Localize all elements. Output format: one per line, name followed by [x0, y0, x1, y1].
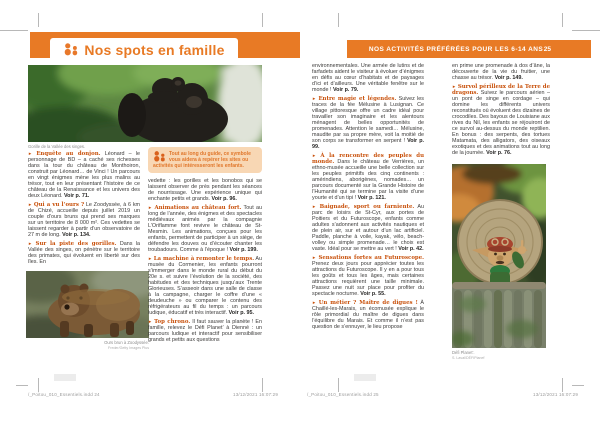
- right-banner: [347, 40, 591, 58]
- section-title: Animations au château fort.: [154, 205, 242, 211]
- guide-section: [28, 241, 140, 265]
- guide-section: [148, 319, 262, 343]
- crop-mark: [38, 378, 39, 392]
- guide-section: [452, 84, 550, 156]
- footer-timestamp: 13/12/2021 16:07:29: [233, 392, 279, 397]
- section-body: Suivez les traces de la fée Mélusine à Lusignan. Ce village pittoresque offre un cadre idéal pour travailler son imaginaire et les alentours ménagent de belles opportunités de promenades. Attention le samedi… Mélusine, maudite par sa propre mère, voit la moitié de son corps se transformer en serpent !: [312, 96, 424, 144]
- crop-mark: [572, 385, 584, 386]
- section-title: Top chrono.: [154, 319, 191, 325]
- page-ref: Voir p. 121.: [357, 195, 386, 201]
- running-header: NOS ACTIVITÉS PRÉFÉRÉES POUR LES 6-14 ANS: [368, 45, 544, 53]
- crop-mark: [16, 385, 28, 386]
- color-bar: [354, 374, 376, 381]
- page-ref: Voir p. 134.: [62, 232, 91, 238]
- family-icon: [63, 43, 79, 56]
- page-ref: Voir p. 149.: [494, 75, 523, 81]
- gorilla-photo: [28, 65, 262, 142]
- section-body: Tout au long de l’année, des énigmes et des spectacles médiévaux animés par la compagnie L’Oriflamme font revivre le château de St-Mesmin. Les animations, conçues pour les enfants, permettent de participer à un siège, de défendre les douves ou d’écouter chanter les troubadours. Comme à l’époque !: [148, 205, 262, 253]
- bullet-icon: ►: [148, 319, 153, 324]
- left-banner-titlebox: [50, 38, 238, 61]
- section-title: Entre magie et légendes.: [318, 96, 397, 102]
- page-ref: Voir p. 95.: [228, 310, 254, 316]
- color-bar: [54, 374, 76, 381]
- guide-section: [312, 204, 424, 252]
- guide-section: [28, 151, 140, 199]
- page-ref: Voir p. 76.: [486, 150, 512, 156]
- section-title: Survol périlleux de la Terre de dragons.: [452, 84, 550, 96]
- bullet-icon: ►: [148, 205, 153, 210]
- bear-photo-credit: Freder/Getty Images Plus: [108, 346, 149, 350]
- page-ref: Voir p. 96.: [211, 196, 237, 202]
- footer-filename: /_Poitou_010_Essentiels.indd 25: [307, 392, 379, 397]
- crop-mark: [262, 13, 263, 27]
- crop-mark: [0, 30, 28, 31]
- bullet-icon: ►: [148, 256, 153, 261]
- page-ref: Voir p. 42.: [398, 246, 424, 252]
- bear-caption-text: Ours brun à Zoodyssée.: [104, 340, 149, 345]
- guide-section: [148, 205, 262, 253]
- crop-mark: [262, 378, 263, 392]
- section-body: en prime une promenade à dos d’âne, la découverte de la vie du fruitier, une chasse au trésor.: [452, 63, 550, 81]
- page-ref: Voir p. 79.: [332, 87, 359, 93]
- crop-mark: [338, 13, 339, 27]
- section-body: Dans le château de Verrières, un ethno-musée accueille une belle collection sur les peuples primitifs des cinq continents : amérindiens, aborigènes, nomades… un parcours documenté sur la Grande Histoire de l’Humanité qui se termine par la visite d’une yourte et d’un tipi !: [312, 159, 425, 201]
- defi-caption-text: Défi Planet’.: [452, 350, 475, 355]
- guide-section-continuation: [148, 178, 262, 202]
- section-title: Baignade, sport ou farniente.: [319, 204, 415, 210]
- section-title: Qui a vu l’ours ?: [33, 202, 85, 208]
- section-body: vedette : les gorilles et les bonobos qui se laissent observer de près pendant les séances de nourrissage. Une expérience unique qui enchante petits et grands.: [148, 178, 262, 202]
- guide-section-continuation: [312, 63, 424, 93]
- section-title: Un métier ? Maître de digues !: [318, 300, 418, 306]
- guide-section: [312, 255, 424, 297]
- page-number: 25: [543, 46, 551, 53]
- page-ref: Voir p. 199.: [229, 247, 258, 253]
- crop-mark: [562, 13, 563, 27]
- crop-mark: [38, 13, 39, 27]
- section-body: Dans la Vallée des singes, on pénètre sur le territoire des primates, qui évoluent en liberté sur des îles. En: [28, 241, 141, 265]
- bullet-icon: ►: [452, 84, 457, 89]
- section-title: Enquête au donjon.: [36, 151, 101, 157]
- family-icon: [153, 151, 166, 162]
- section-body: Il faut sauver la planète ! En famille, relevez le Défi Planet’ à Dienné : un parcours ludique et interactif pour sensibiliser grands et petits aux questions: [148, 319, 263, 343]
- guide-section: [148, 256, 262, 316]
- section-body: Au parc de loisirs de St-Cyr, aux portes de Poitiers et du Futuroscope, enfants comme adultes s’adonnent aux activités nautiques et de plein air, sur et autour d’un lac artificiel. Paddle, planche à voile, kayak, vélo, beach-volley ou simple promenade… le choix est vaste. Idéal pour se mettre au vert !: [312, 204, 425, 252]
- section-title: À la rencontre des peuples du monde.: [312, 153, 424, 165]
- defi-planet-photo: [452, 164, 546, 348]
- guide-section: [312, 96, 424, 150]
- bullet-icon: ►: [312, 153, 317, 158]
- crop-mark: [572, 30, 600, 31]
- bear-caption: [28, 340, 149, 351]
- section-body: environnementales. Une armée de lutins et de farfadets aident le visiteur à évoluer d’énigmes en défis au cœur d’habitats et de paysages d’ici et d’ailleurs. Une véritable fenêtre sur le monde !: [312, 63, 424, 93]
- bullet-icon: ►: [28, 202, 33, 207]
- callout-text: Tout au long du guide, ce symbole vous aidera à repérer les sites ou activités qui intéresseront les enfants.: [153, 151, 251, 169]
- left-column-2: [148, 146, 262, 346]
- section-title: Sensations fortes au Futuroscope.: [318, 255, 424, 261]
- crop-mark: [562, 378, 563, 392]
- gorilla-caption: Gorille de la Vallée des singes.: [28, 144, 86, 149]
- bear-photo: [26, 271, 149, 338]
- footer-timestamp: 13/12/2021 16:07:29: [533, 392, 579, 397]
- defi-photo-credit: S. Laval/DÉFIPlanet’: [452, 356, 486, 360]
- section-body: Suivez le parcours aérien – un pont de singe en cordage – qui domine les différents univers reconstitués où évoluent des dizaines de crocodiles. Des bayous de Louisiane aux rives du Nil, les enfants se réjouiront de ce survol au-dessus du monde reptilien. En bonus : des serpents, des tortues Matamata, des alligators, des oiseaux exotiques et des animations tout au long de la journée.: [452, 90, 551, 156]
- crop-mark: [338, 378, 339, 392]
- bullet-icon: ►: [312, 96, 317, 101]
- bullet-icon: ►: [28, 241, 33, 246]
- guide-section: [312, 153, 424, 201]
- section-title: La machine à remonter le temps.: [153, 256, 255, 262]
- left-column-1: [28, 151, 149, 351]
- bullet-icon: ►: [28, 151, 33, 156]
- guide-section-continuation: [452, 63, 550, 81]
- right-column-2: [452, 63, 550, 361]
- section-body: Prenez deux jours pour apprécier toutes les attractions du Futuroscope. Il y en a pour tous les goûts et tous les âges, mais certaines attractions requièrent une taille minimale. Passez une nuit sur place pour profiter du spectacle nocturne.: [312, 261, 424, 297]
- page-ref: Voir p. 99.: [312, 138, 425, 150]
- bullet-icon: ►: [312, 255, 317, 260]
- guide-section: [28, 202, 140, 238]
- guide-section: [312, 300, 424, 330]
- page-ref: Voir p. 55.: [360, 291, 386, 297]
- left-banner: [30, 32, 300, 58]
- section-title: Sur la piste des gorilles.: [35, 241, 117, 247]
- section-body: Le Zoodyssée, à 6 km de Chizé, accueille depuis juillet 2019 un couple d’ours bruns qui prend ses marques sur un territoire de 8 000 m². Ces vedettes se laissent regarder à partir d’un observatoire de 27 m de long.: [28, 202, 141, 238]
- bullet-icon: ►: [312, 300, 317, 305]
- bullet-icon: ►: [312, 204, 317, 209]
- section-body: À Chaillé-les-Marais, un écomusée explique le rôle primordial du maître de digues dans l’équilibre du Marais. Et comme il n’est pas question de s’ennuyer, le lieu propose: [312, 300, 425, 330]
- page-ref: Voir p. 71.: [63, 193, 90, 199]
- section-body: Au musée du Cormenier, les enfants pourront s’immerger dans le monde rural du début du 20e s. et suivre l’évolution de la société, des habitudes et des techniques jusqu’aux Trente Glorieuses. S’asseoir dans une salle de classe à la campagne, charger le coffre d’une « deudeuche » ou comparer le contenu des réfrigérateurs au fil du temps : un parcours ludique, éducatif et très interactif.: [148, 256, 262, 316]
- section-body: Léonard – le personnage de BD – a caché ses richesses dans la tour du château de Monthoiron, construit par Léonard… de Vinci ! Un parcours en vingt énigmes mène les plus malins au trésor, tout en leur présentant l’histoire de ce château de la Renaissance et les univers des deux Léonard.: [28, 151, 141, 199]
- kids-symbol-callout: [148, 147, 262, 173]
- page-title: Nos spots en famille: [84, 41, 225, 58]
- right-column-1: [312, 63, 424, 333]
- footer-filename: /_Poitou_010_Essentiels.indd 24: [28, 392, 100, 397]
- defi-caption: [452, 350, 550, 361]
